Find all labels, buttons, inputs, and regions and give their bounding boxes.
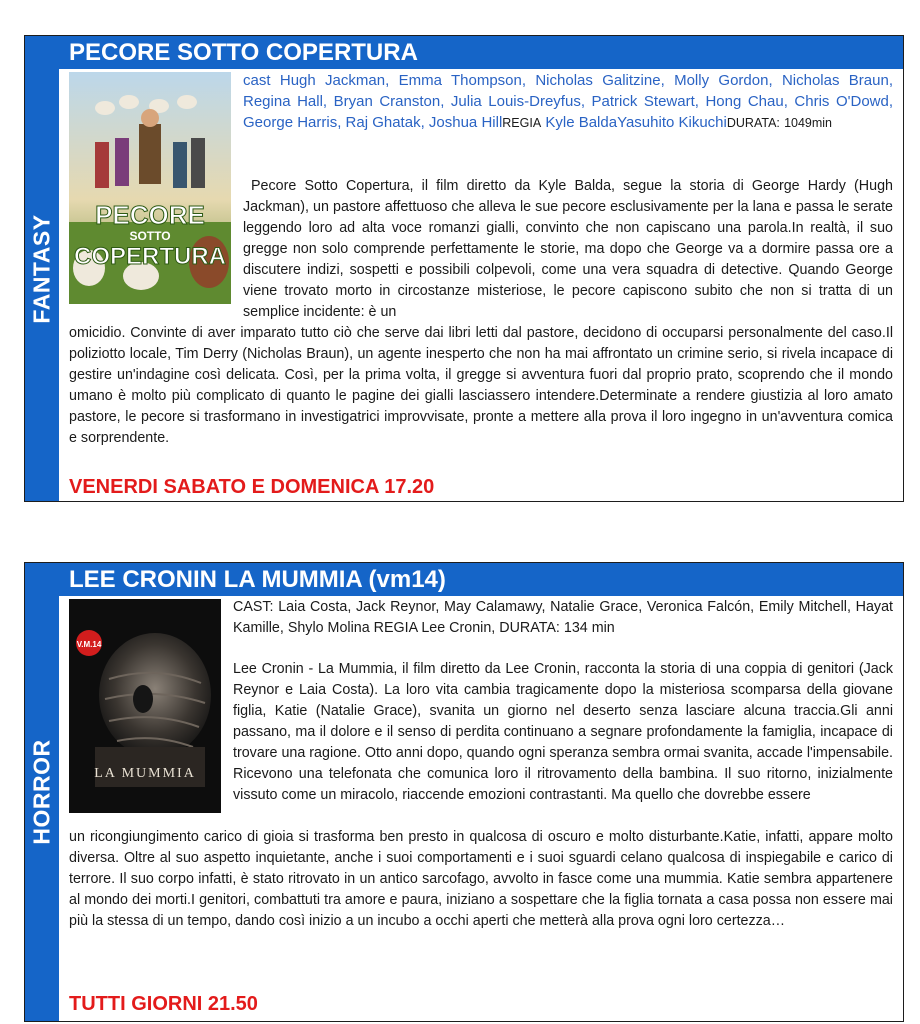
genre-bar	[25, 36, 59, 501]
durata-label: DURATA:	[726, 116, 780, 130]
regia-label: REGIA	[373, 620, 418, 636]
regia-name-2: Yasuhito Kikuchi	[617, 114, 727, 131]
plot-intro: Pecore Sotto Copertura, il film diretto da Kyle Balda, segue la storia di George Hardy (Hugh Jackman), un pastore affettuoso che alleva le sue pecore esclusivamente per la lana e passa le serate leggendo loro ad alta voce romanzi gialli, convinto che non capiscano una parola.In realtà, il suo gregge non solo comprende perfettamente le storie, ma dopo che George va a dormire passa ore a discutere indizi, sospetti e possibili colpevoli, come una vera squadra di detective. Quando George viene trovato morto in circostanze misteriose, le pecore capiscono subito che non si tratta di un semplice incidente: è un	[243, 178, 893, 320]
cast-list: Laia Costa, Jack Reynor, May Calamawy, Natalie Grace, Veronica Falcón, Emily Mitchell, Hayat Kamille, Shylo Molina	[233, 599, 893, 636]
film-poster	[69, 599, 221, 813]
poster-title-1: PECORE	[95, 200, 205, 230]
film-title-bar	[59, 563, 903, 596]
plot-rest: omicidio. Convinte di aver imparato tutto ciò che serve dai libri letti dal pastore, decidono di occuparsi personalmente del caso.Il poliziotto locale, Tim Derry (Nicholas Braun), un agente inesperto che non ha mai affrontato un crimine serio, si rivela incapace di gestire un'indagine così delicata. Così, per la prima volta, il gregge si avventura fuori dal proprio prato, scoprendo che il mondo umano è molto più complicato di quanto le pagine dei gialli lasciassero intendere.Determinate a rendere giustizia al loro amato pastore, le pecore si trasformano in investigatrici improvvisate, pronte a mettere alla prova il loro ingegno in un'avventura comica e sorprendente.	[69, 325, 893, 446]
film-card-pecore	[24, 35, 904, 502]
regia-name: Lee Cronin,	[421, 620, 496, 636]
film-title-bar	[59, 36, 903, 69]
film-card-mummia	[24, 562, 904, 1022]
credits-block	[243, 70, 893, 134]
film-title: LEE CRONIN LA MUMMIA (vm14)	[69, 566, 446, 593]
film-poster	[69, 72, 231, 304]
credits-block	[233, 597, 893, 639]
plot-rest: un ricongiungimento carico di gioia si trasforma ben presto in qualcosa di oscuro e molto disturbante.Katie, infatti, appare molto diversa. Oltre al suo aspetto inquietante, anche i suoi comportamenti e i suoi sguardi celano qualcosa di inspiegabile e carico di terrore. Il suo corpo infatti, è stato ritrovato in un antico sarcofago, avvolto in fasce come una mummia. Katie sembra appartenere al mondo dei morti.I genitori, combattuti tra amore e paura, iniziano a sospettare che la figlia tornata a casa possa non essere mai più la stessa di un tempo, dando così inizio a un incubo a occhi aperti che metterà alla prova ogni loro certezza…	[69, 829, 893, 929]
poster-title: LA MUMMIA	[94, 766, 196, 781]
cast-list: Hugh Jackman, Emma Thompson, Nicholas Galitzine, Molly Gordon, Nicholas Braun, Regina Hall, Bryan Cranston, Julia Louis-Dreyfus, Patrick Stewart, Hong Chau, Chris O'Dowd, George Harris, Raj Ghatak, Joshua Hill	[243, 72, 893, 131]
plot-intro: Lee Cronin - La Mummia, il film diretto da Lee Cronin, racconta la storia di una coppia di genitori (Jack Reynor e Laia Costa). La loro vita cambia tragicamente dopo la misteriosa scomparsa della giovane figlia, Katie (Natalie Grace), svanita un giorno nel deserto senza lasciare alcuna traccia.Gli anni passano, ma il dolore e il senso di perdita continuano a segnare profondamente la famiglia, incapace di trovare una ragione. Otto anni dopo, quando ogni speranza sembra ormai svanita, accade l'impensabile. Ricevono una telefonata che comunica loro il ritrovamento della bambina. Il suo ritorno, inizialmente vissuto come un miracolo, riaccende emozioni contrastanti. Ma quello che dovrebbe essere	[233, 661, 893, 803]
film-title: PECORE SOTTO COPERTURA	[69, 39, 418, 66]
cast-label: cast	[243, 72, 271, 89]
regia-label: REGIA	[502, 116, 542, 130]
cast-label: CAST:	[233, 599, 274, 615]
durata-label: DURATA:	[499, 620, 560, 636]
poster-title-3: COPERTURA	[73, 243, 227, 270]
durata-value: 134 min	[563, 620, 615, 636]
genre-bar	[25, 563, 59, 1021]
regia-name: Kyle Balda	[545, 114, 618, 131]
vm14-badge: V.M.14	[76, 640, 102, 649]
genre-label: HORROR	[28, 739, 55, 845]
showtimes: VENERDI SABATO E DOMENICA 17.20	[69, 476, 435, 498]
genre-label: FANTASY	[28, 213, 55, 324]
poster-title-2: SOTTO	[129, 229, 171, 243]
durata-value: 1049min	[784, 116, 833, 130]
showtimes: TUTTI GIORNI 21.50	[69, 993, 258, 1015]
